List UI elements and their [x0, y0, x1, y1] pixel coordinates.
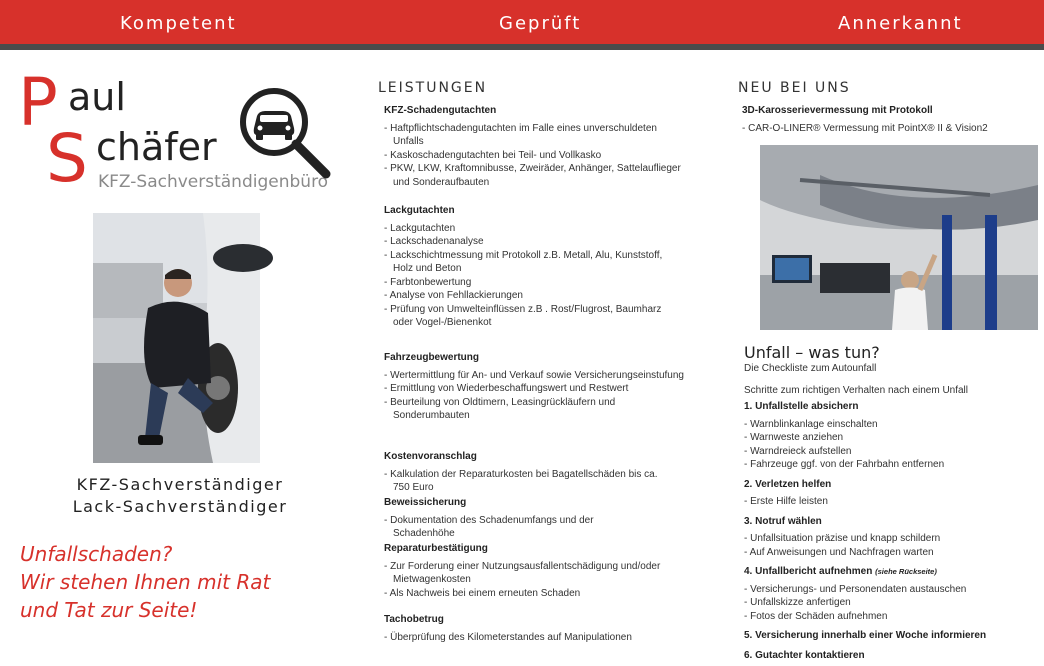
step-heading: 3. Notruf wählen — [744, 515, 822, 527]
step-item: - Auf Anweisungen und Nachfragen warten — [744, 546, 934, 558]
list-item: - Zur Forderung einer Nutzungsausfallentschädigung und/oder Mietwagenkosten — [384, 560, 664, 587]
slogan-line: und Tat zur Seite! — [20, 598, 198, 622]
section-heading: Beweissicherung — [384, 497, 467, 508]
list-item: - Beurteilung von Oldtimern, Leasingrückläufern und Sonderumbauten — [384, 396, 684, 423]
section-heading: Lackgutachten — [384, 205, 455, 216]
step-heading: 5. Versicherung innerhalb einer Woche informieren — [744, 630, 987, 641]
section-beweissicherung — [384, 496, 644, 541]
section-reparaturbestaetigung — [384, 542, 664, 600]
slogan-line: Unfallschaden? — [20, 542, 173, 566]
step-heading: 2. Verletzen helfen — [744, 478, 832, 490]
list-item: - Überprüfung des Kilometerstandes auf Manipulationen — [384, 631, 684, 645]
company-logo — [18, 64, 348, 199]
section-kostenvoranschlag — [384, 450, 664, 495]
list-item: - Kaskoschadengutachten bei Teil- und Vollkasko — [384, 149, 684, 163]
section-heading: Tachobetrug — [384, 614, 444, 625]
logo-last-name: chäfer — [96, 125, 217, 169]
step-item: - Warnweste anziehen — [744, 432, 844, 443]
step-item: - Versicherungs- und Personendaten austauschen — [744, 583, 967, 595]
logo-first-name: aul — [68, 75, 126, 119]
section-3d-vermessung — [742, 104, 1037, 135]
list-item: - Haftpflichtschadengutachten im Falle eines unverschuldeten Unfalls — [384, 122, 684, 149]
step-item: - Fahrzeuge ggf. von der Fahrbahn entfernen — [744, 459, 945, 470]
section-lackgutachten — [384, 204, 684, 330]
banner-item-kompetent: Kompetent — [120, 13, 237, 34]
step-item: - Fotos der Schäden aufnehmen — [744, 610, 888, 622]
role-lack: Lack-Sachverständiger — [72, 497, 288, 516]
section-fahrzeugbewertung — [384, 351, 684, 423]
logo-initial-p: P — [18, 64, 58, 141]
logo-subtitle: KFZ-Sachverständigenbüro — [98, 172, 329, 192]
list-item: - Ermittlung von Wiederbeschaffungswert und Restwert — [384, 382, 684, 396]
top-banner — [0, 0, 1044, 50]
list-item: - Analyse von Fehllackierungen — [384, 289, 684, 303]
section-heading: Kostenvoranschlag — [384, 451, 477, 462]
section-tachobetrug — [384, 613, 684, 644]
list-item: - CAR-O-LINER® Vermessung mit PointX® II & Vision2 — [742, 122, 1037, 136]
list-item: - Prüfung von Umwelteinflüssen z.B . Rost/Flugrost, Baumharz oder Vogel-/Bienenkot — [384, 303, 684, 330]
banner-item-annerkannt: Annerkannt — [838, 13, 963, 34]
role-kfz: KFZ-Sachverständiger — [76, 475, 284, 494]
step-heading: 4. Unfallbericht aufnehmen (siehe Rückseite) — [744, 566, 937, 577]
list-item: - Farbtonbewertung — [384, 276, 684, 290]
unfall-intro: Schritte zum richtigen Verhalten nach einem Unfall — [744, 384, 969, 396]
unfall-title: Unfall – was tun? — [744, 343, 880, 362]
step-item: - Warnblinkanlage einschalten — [744, 418, 878, 430]
step-heading: 6. Gutachter kontaktieren — [744, 649, 865, 661]
list-item: - PKW, LKW, Kraftomnibusse, Zweiräder, Anhänger, Sattelauflieger und Sonderaufbauten — [384, 162, 684, 189]
list-item: - Wertermittlung für An- und Verkauf sowie Versicherungseinstufung — [384, 369, 684, 383]
banner-item-geprueft: Geprüft — [499, 13, 582, 34]
neu-bei-uns-title: NEU BEI UNS — [738, 80, 851, 96]
list-item: - Kalkulation der Reparaturkosten bei Bagatellschäden bis ca. 750 Euro — [384, 468, 664, 495]
step-note: (siehe Rückseite) — [875, 567, 937, 576]
step-item: - Unfallsituation präzise und knapp schildern — [744, 533, 941, 544]
unfall-subtitle: Die Checkliste zum Autounfall — [744, 363, 877, 374]
section-kfz-schadengutachten — [384, 104, 684, 189]
slogan — [20, 540, 270, 624]
section-heading: 3D-Karosserievermessung mit Protokoll — [742, 105, 933, 116]
list-item: - Dokumentation des Schadenumfangs und der Schadenhöhe — [384, 514, 644, 541]
car-magnifier-icon — [234, 82, 334, 182]
section-heading: Fahrzeugbewertung — [384, 352, 480, 363]
step-item: - Erste Hilfe leisten — [744, 496, 828, 507]
list-item: - Lackgutachten — [384, 222, 684, 236]
expert-photo — [93, 213, 260, 463]
step-item: - Warndreieck aufstellen — [744, 445, 852, 457]
list-item: - Lackschadenanalyse — [384, 235, 684, 249]
list-item: - Lackschichtmessung mit Protokoll z.B. Metall, Alu, Kunststoff, Holz und Beton — [384, 249, 684, 276]
workshop-photo — [760, 145, 1038, 330]
unfall-checklist — [744, 362, 1039, 666]
step-item: - Unfallskizze anfertigen — [744, 597, 851, 608]
step-heading: 1. Unfallstelle absichern — [744, 401, 859, 412]
slogan-line: Wir stehen Ihnen mit Rat — [20, 570, 271, 594]
section-heading: Reparaturbestätigung — [384, 543, 488, 554]
section-heading: KFZ-Schadengutachten — [384, 105, 497, 116]
leistungen-title: LEISTUNGEN — [378, 80, 488, 96]
list-item: - Als Nachweis bei einem erneuten Schaden — [384, 587, 664, 601]
logo-initial-s: S — [46, 120, 88, 197]
